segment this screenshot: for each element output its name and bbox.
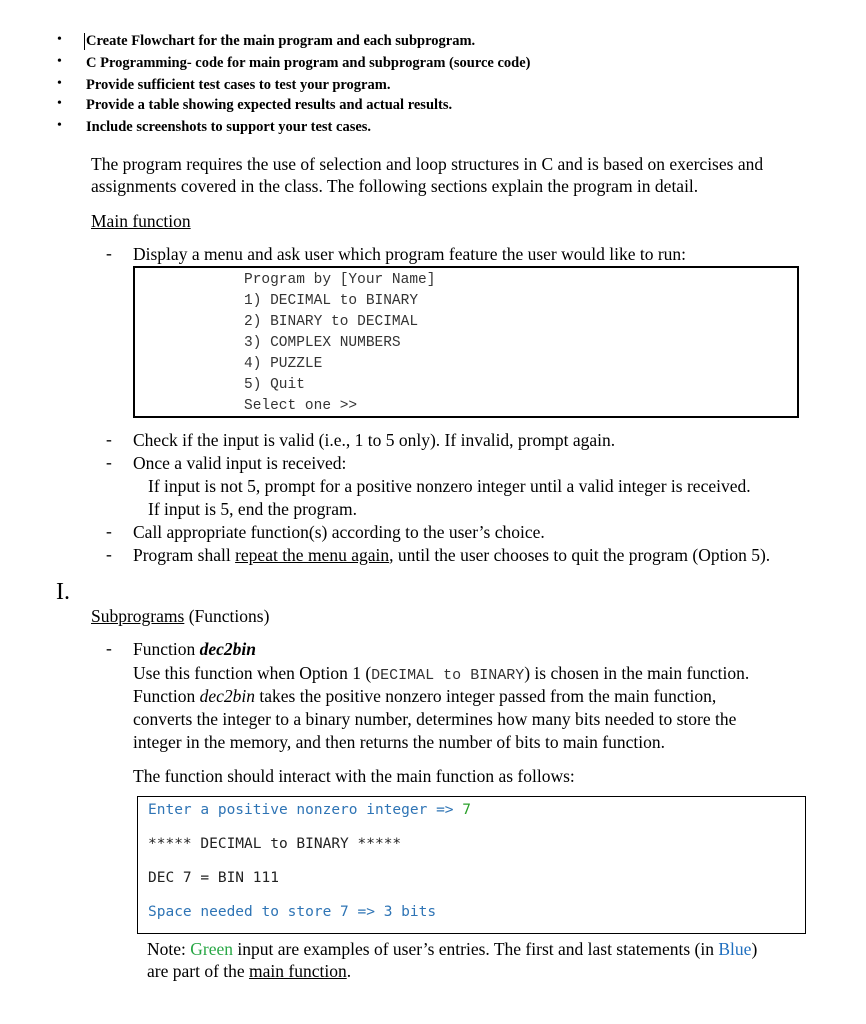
- requirement-item: Create Flowchart for the main program and each subprogram.: [86, 33, 476, 49]
- requirement-item: Provide a table showing expected results and actual results.: [86, 97, 453, 113]
- console-example-box: [137, 796, 806, 934]
- check-valid-text: Check if the input is valid (i.e., 1 to 5 only). If invalid, prompt again.: [133, 430, 616, 450]
- console-result-line: DEC 7 = BIN 111: [148, 870, 279, 886]
- requirement-item: Provide sufficient test cases to test your program.: [86, 77, 391, 93]
- menu-line: 2) BINARY to DECIMAL: [244, 314, 419, 330]
- note-line: Note: Green input are examples of user’s entries. The first and last statements (in Blue): [147, 939, 758, 959]
- function-desc-line: Use this function when Option 1 (DECIMAL to BINARY) is chosen in the main function.: [133, 663, 750, 684]
- menu-line: Select one >>: [244, 398, 358, 414]
- interaction-intro: The function should interact with the main function as follows:: [133, 766, 575, 786]
- text-cursor: [84, 33, 85, 50]
- repeat-menu-underlined: repeat the menu again: [235, 545, 390, 565]
- if-not-5-text: If input is not 5, prompt for a positive nonzero integer until a valid integer is received.: [148, 476, 751, 496]
- console-header-line: ***** DECIMAL to BINARY *****: [148, 836, 402, 852]
- bullet-icon: •: [57, 32, 62, 47]
- function-desc-line: integer in the memory, and then returns the number of bits to main function.: [133, 732, 665, 752]
- bullet-icon: •: [57, 118, 62, 133]
- console-space-line: Space needed to store 7 => 3 bits: [148, 904, 437, 920]
- dash-marker: -: [106, 521, 112, 541]
- bullet-icon: •: [57, 76, 62, 91]
- menu-line: 3) COMPLEX NUMBERS: [244, 335, 401, 351]
- menu-line: Program by [Your Name]: [244, 272, 436, 288]
- intro-line: The program requires the use of selection and loop structures in C and is based on exercises and: [91, 154, 764, 174]
- note-line: are part of the main function.: [147, 961, 352, 981]
- dash-marker: -: [106, 452, 112, 472]
- dash-marker: -: [106, 638, 112, 658]
- menu-intro: Display a menu and ask user which program feature the user would like to run:: [133, 244, 687, 264]
- repeat-menu-text: Program shall repeat the menu again, until the user chooses to quit the program (Option 5).: [133, 545, 771, 565]
- intro-line: assignments covered in the class. The following sections explain the program in detail.: [91, 176, 699, 196]
- section-numeral: I.: [56, 579, 70, 605]
- subprograms-heading: Subprograms (Functions): [91, 606, 270, 626]
- bullet-icon: •: [57, 54, 62, 69]
- if-5-text: If input is 5, end the program.: [148, 499, 357, 519]
- dash-marker: -: [106, 544, 112, 564]
- call-functions-text: Call appropriate function(s) according to the user’s choice.: [133, 522, 545, 542]
- main-function-heading: Main function: [91, 211, 191, 231]
- function-title: Function dec2bin: [133, 639, 256, 659]
- menu-line: 1) DECIMAL to BINARY: [244, 293, 419, 309]
- dash-marker: -: [106, 429, 112, 449]
- requirement-item: Include screenshots to support your test cases.: [86, 119, 372, 135]
- dash-marker: -: [106, 243, 112, 263]
- function-desc-line: converts the integer to a binary number, determines how many bits needed to store the: [133, 709, 737, 729]
- requirement-item: C Programming- code for main program and subprogram (source code): [86, 55, 531, 71]
- console-prompt-line: Enter a positive nonzero integer => 7: [148, 802, 472, 818]
- menu-line: 5) Quit: [244, 377, 305, 393]
- bullet-icon: •: [57, 96, 62, 111]
- user-input: 7: [462, 802, 472, 818]
- function-desc-line: Function dec2bin takes the positive nonzero integer passed from the main function,: [133, 686, 717, 706]
- menu-line: 4) PUZZLE: [244, 356, 323, 372]
- menu-box: [133, 266, 799, 418]
- once-valid-text: Once a valid input is received:: [133, 453, 347, 473]
